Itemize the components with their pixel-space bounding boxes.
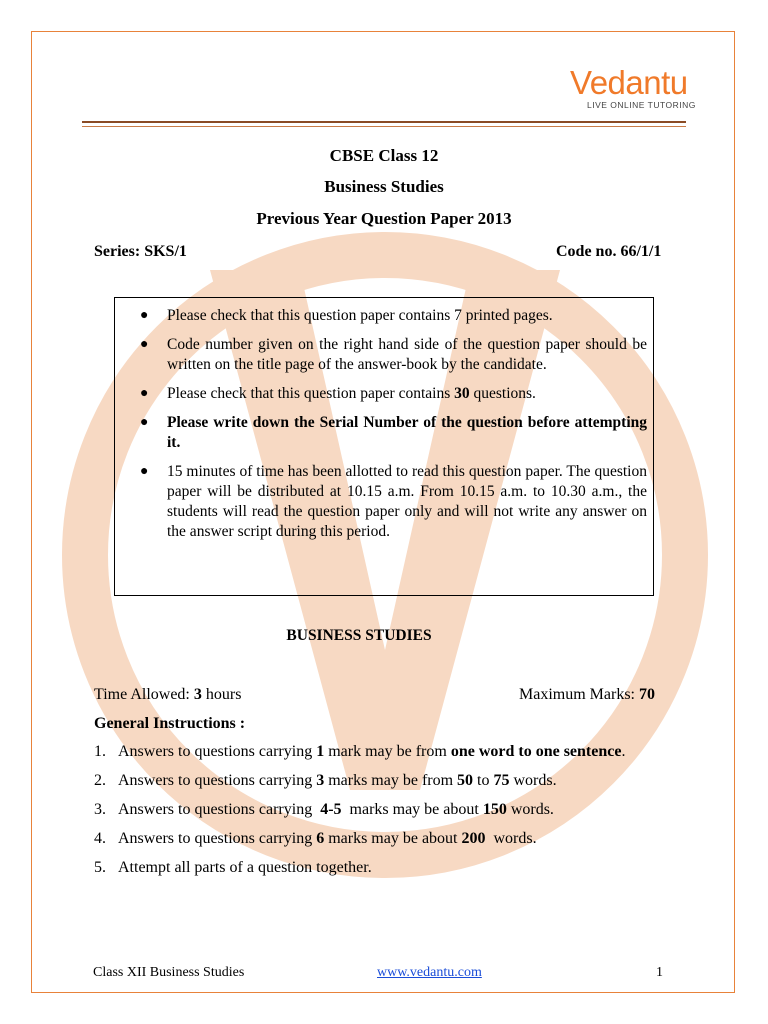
footer-website-link[interactable]: www.vedantu.com: [377, 965, 482, 980]
logo-tagline: LIVE ONLINE TUTORING: [587, 100, 696, 110]
instruction-item: 1. Answers to questions carrying 1 mark may be from one word to one sentence.: [94, 743, 626, 760]
instruction-item: 4. Answers to questions carrying 6 marks may be about 200 words.: [94, 830, 537, 847]
notice-item: ● Please check that this question paper contains 7 printed pages.: [140, 307, 553, 324]
bullet-icon: ●: [140, 386, 149, 401]
general-instructions-heading: General Instructions :: [94, 715, 246, 732]
vedantu-logo: [570, 66, 710, 110]
bullet-icon: ●: [140, 337, 149, 352]
notice-item: ● 15 minutes of time has been allotted to read this question paper. The question paper will be distributed at 10.15 a.m. From 10.15 a.m. to 10.30 a.m., the students will read the question paper only and will not write any answer on the answer script during this period.: [140, 463, 647, 540]
paper-title-subject: Business Studies: [324, 177, 444, 196]
bullet-icon: ●: [140, 415, 149, 430]
paper-title-class: CBSE Class 12: [329, 146, 439, 165]
general-instructions-list: [94, 742, 676, 887]
bullet-icon: ●: [140, 464, 149, 479]
series-label: Series: SKS/1: [94, 243, 187, 260]
time-allowed: Time Allowed: 3 hours: [94, 686, 242, 703]
footer-class-label: Class XII Business Studies: [93, 965, 245, 980]
instruction-item: 2. Answers to questions carrying 3 marks may be from 50 to 75 words.: [94, 772, 557, 789]
section-title: BUSINESS STUDIES: [286, 627, 432, 644]
paper-title-year: Previous Year Question Paper 2013: [256, 209, 512, 228]
page-number: 1: [656, 965, 663, 980]
header-rule: [82, 121, 686, 127]
maximum-marks: Maximum Marks: 70: [519, 686, 655, 703]
instruction-item: 5. Attempt all parts of a question together.: [94, 859, 372, 876]
instruction-item: 3. Answers to questions carrying 4-5 marks may be about 150 words.: [94, 801, 554, 818]
code-number: Code no. 66/1/1: [556, 243, 662, 260]
bullet-icon: ●: [140, 308, 149, 323]
instructions-box: [114, 297, 654, 596]
notice-item: ● Please check that this question paper contains 30 questions.: [140, 385, 536, 402]
notice-item: ● Code number given on the right hand side of the question paper should be written on the title page of the answer-book by the candidate.: [140, 336, 647, 373]
logo-wordmark: Vedantu: [570, 64, 688, 101]
notice-item: ● Please write down the Serial Number of the question before attempting it.: [140, 414, 647, 451]
